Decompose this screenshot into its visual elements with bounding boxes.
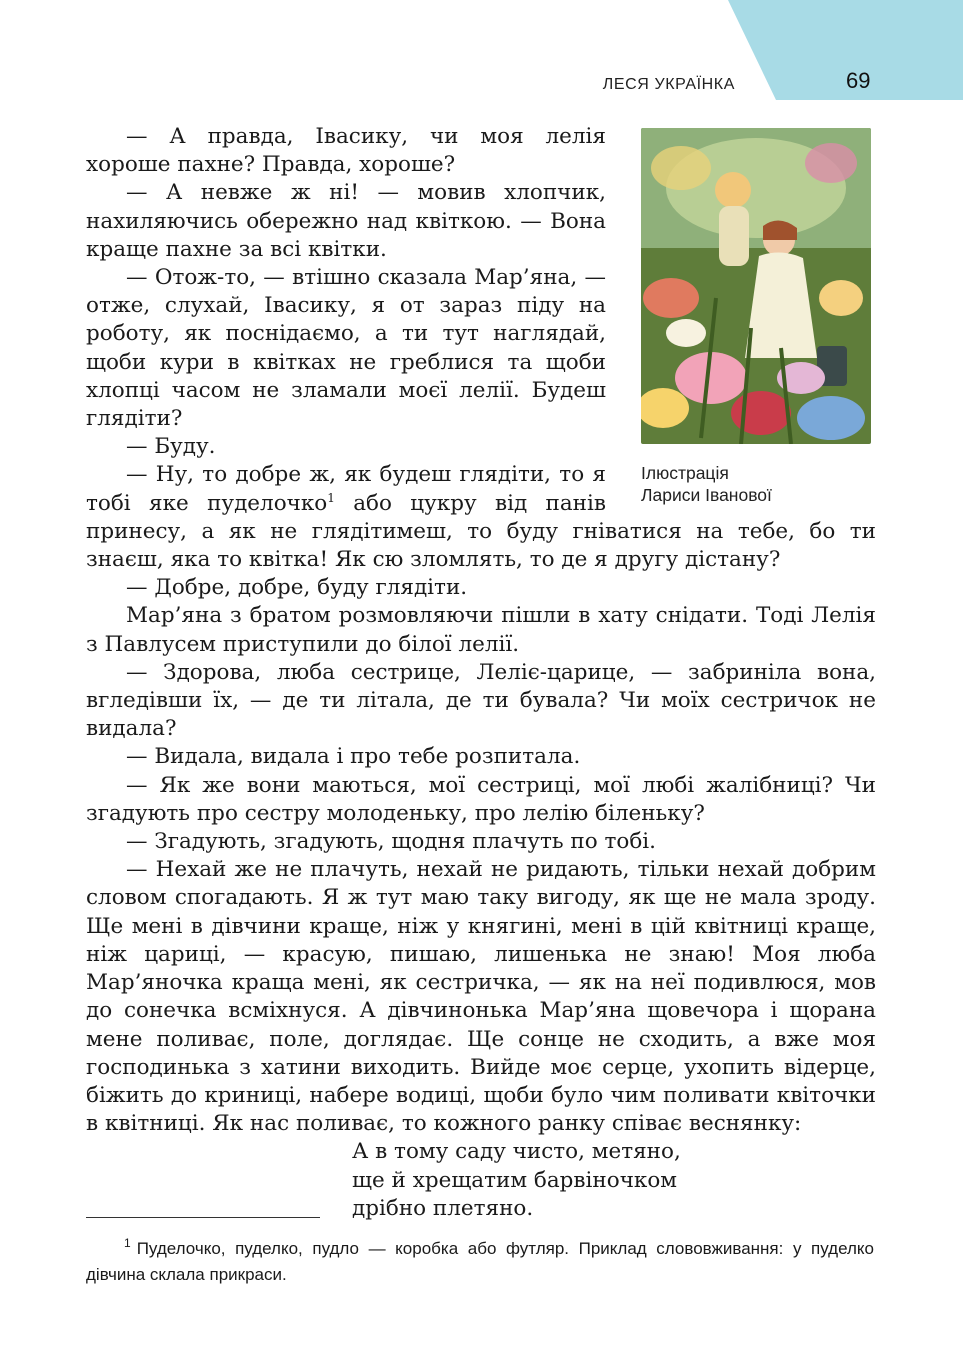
paragraph: — А невже ж ні! — мовив хлопчик, нахиляючись обережно над квіткою. — Вона краще пахне за всі квітки.: [86, 180, 606, 262]
paragraph: — Здорова, люба сестрице, Леліє-царице, — забриніла вона, вгледівши їх, — де ти літала, де ти бувала? Чи моїх сестричок не видала?: [86, 659, 876, 742]
running-head: ЛЕСЯ УКРАЇНКА: [602, 76, 735, 93]
paragraph: — Видала, видала і про тебе розпитала.: [126, 744, 581, 770]
footnote-divider: [86, 1217, 320, 1218]
verse-line: А в тому саду чисто, метяно,: [352, 1139, 681, 1165]
paragraph: — Нехай же не плачуть, нехай не ридають, тільки нехай добрим словом спогадають. Я ж тут маю таку вигоду, як ще не мала зроду. Ще мені в дівчини краще, ніж у княгині, мені в цій квітниці краще, ніж цариці, — красую, пишаю, лишенька не знаю! Моя люба Мар’яночка краща мені, як сестричка, — як на неї подивлюся, мов до сонечка всміхнуся. А дівчинонька Мар’яна щовечора і щорана мене поливає, поле, доглядає. Ще сонце не сходить, а вже моя господинька з хатини виходить. Вийде моє серце, ухопить відерце, біжить до криниці, набере водиці, щоби було чим поливати квіточки в квітниці. Як нас поливає, то кожного ранку співає веснянку:: [86, 857, 876, 1137]
paragraph: — Буду.: [126, 434, 216, 460]
footnote: [86, 1236, 874, 1288]
paragraph-text: — Ну, то добре ж, як будеш глядіти, то я тобі яке пуделочко: [86, 462, 606, 516]
verse-line: дрібно плетяно.: [352, 1195, 534, 1221]
paragraph: — А правда, Івасику, чи моя лелія хороше пахне? Правда, хороше?: [86, 124, 606, 178]
caption-line: Лариси Іванової: [641, 485, 772, 505]
illustration-caption: [641, 462, 772, 506]
paragraph: — Як же вони маються, мої сестриці, мої любі жалібниці? Чи згадують про сестру молоденьку, про лелію біленьку?: [86, 772, 876, 826]
footnote-reference[interactable]: 1: [327, 490, 335, 505]
paragraph: Мар’яна з братом розмовляючи пішли в хату снідати. Тоді Лелія з Павлусем приступили до білої лелії.: [86, 603, 876, 657]
paragraph: — Добре, добре, буду глядіти.: [126, 575, 468, 601]
header-accent-band: [0, 0, 963, 100]
verse-line: ще й хрещатим барвіночком: [352, 1167, 678, 1193]
page-number: 69: [846, 68, 871, 93]
paragraph-text: або цукру від панів принесу, а як не глядітимеш, то буду гніватися на тебе, бо ти знаєш, яка то квітка! Як сю зломлять, то де я другу дістану?: [86, 490, 876, 573]
verse: [352, 1138, 876, 1223]
caption-line: Ілюстрація: [641, 463, 729, 483]
paragraph: — Отож-то, — втішно сказала Мар’яна, — отже, слухай, Івасику, я от зараз піду на роботу, як поснідаємо, а ти тут наглядай, щоби кури в квітках не греблися та щоби хлопці часом не зламали моєї лелії. Будеш глядіти?: [86, 265, 606, 432]
footnote-text: Пуделочко, пуделко, пудло — коробка або футляр. Приклад слововживання: у пуделко дівчина склала прикраси.: [86, 1239, 874, 1284]
footnote-number: 1: [124, 1236, 131, 1251]
illustration-image: [641, 128, 871, 444]
paragraph: — Згадують, згадують, щодня плачуть по тобі.: [126, 829, 656, 855]
